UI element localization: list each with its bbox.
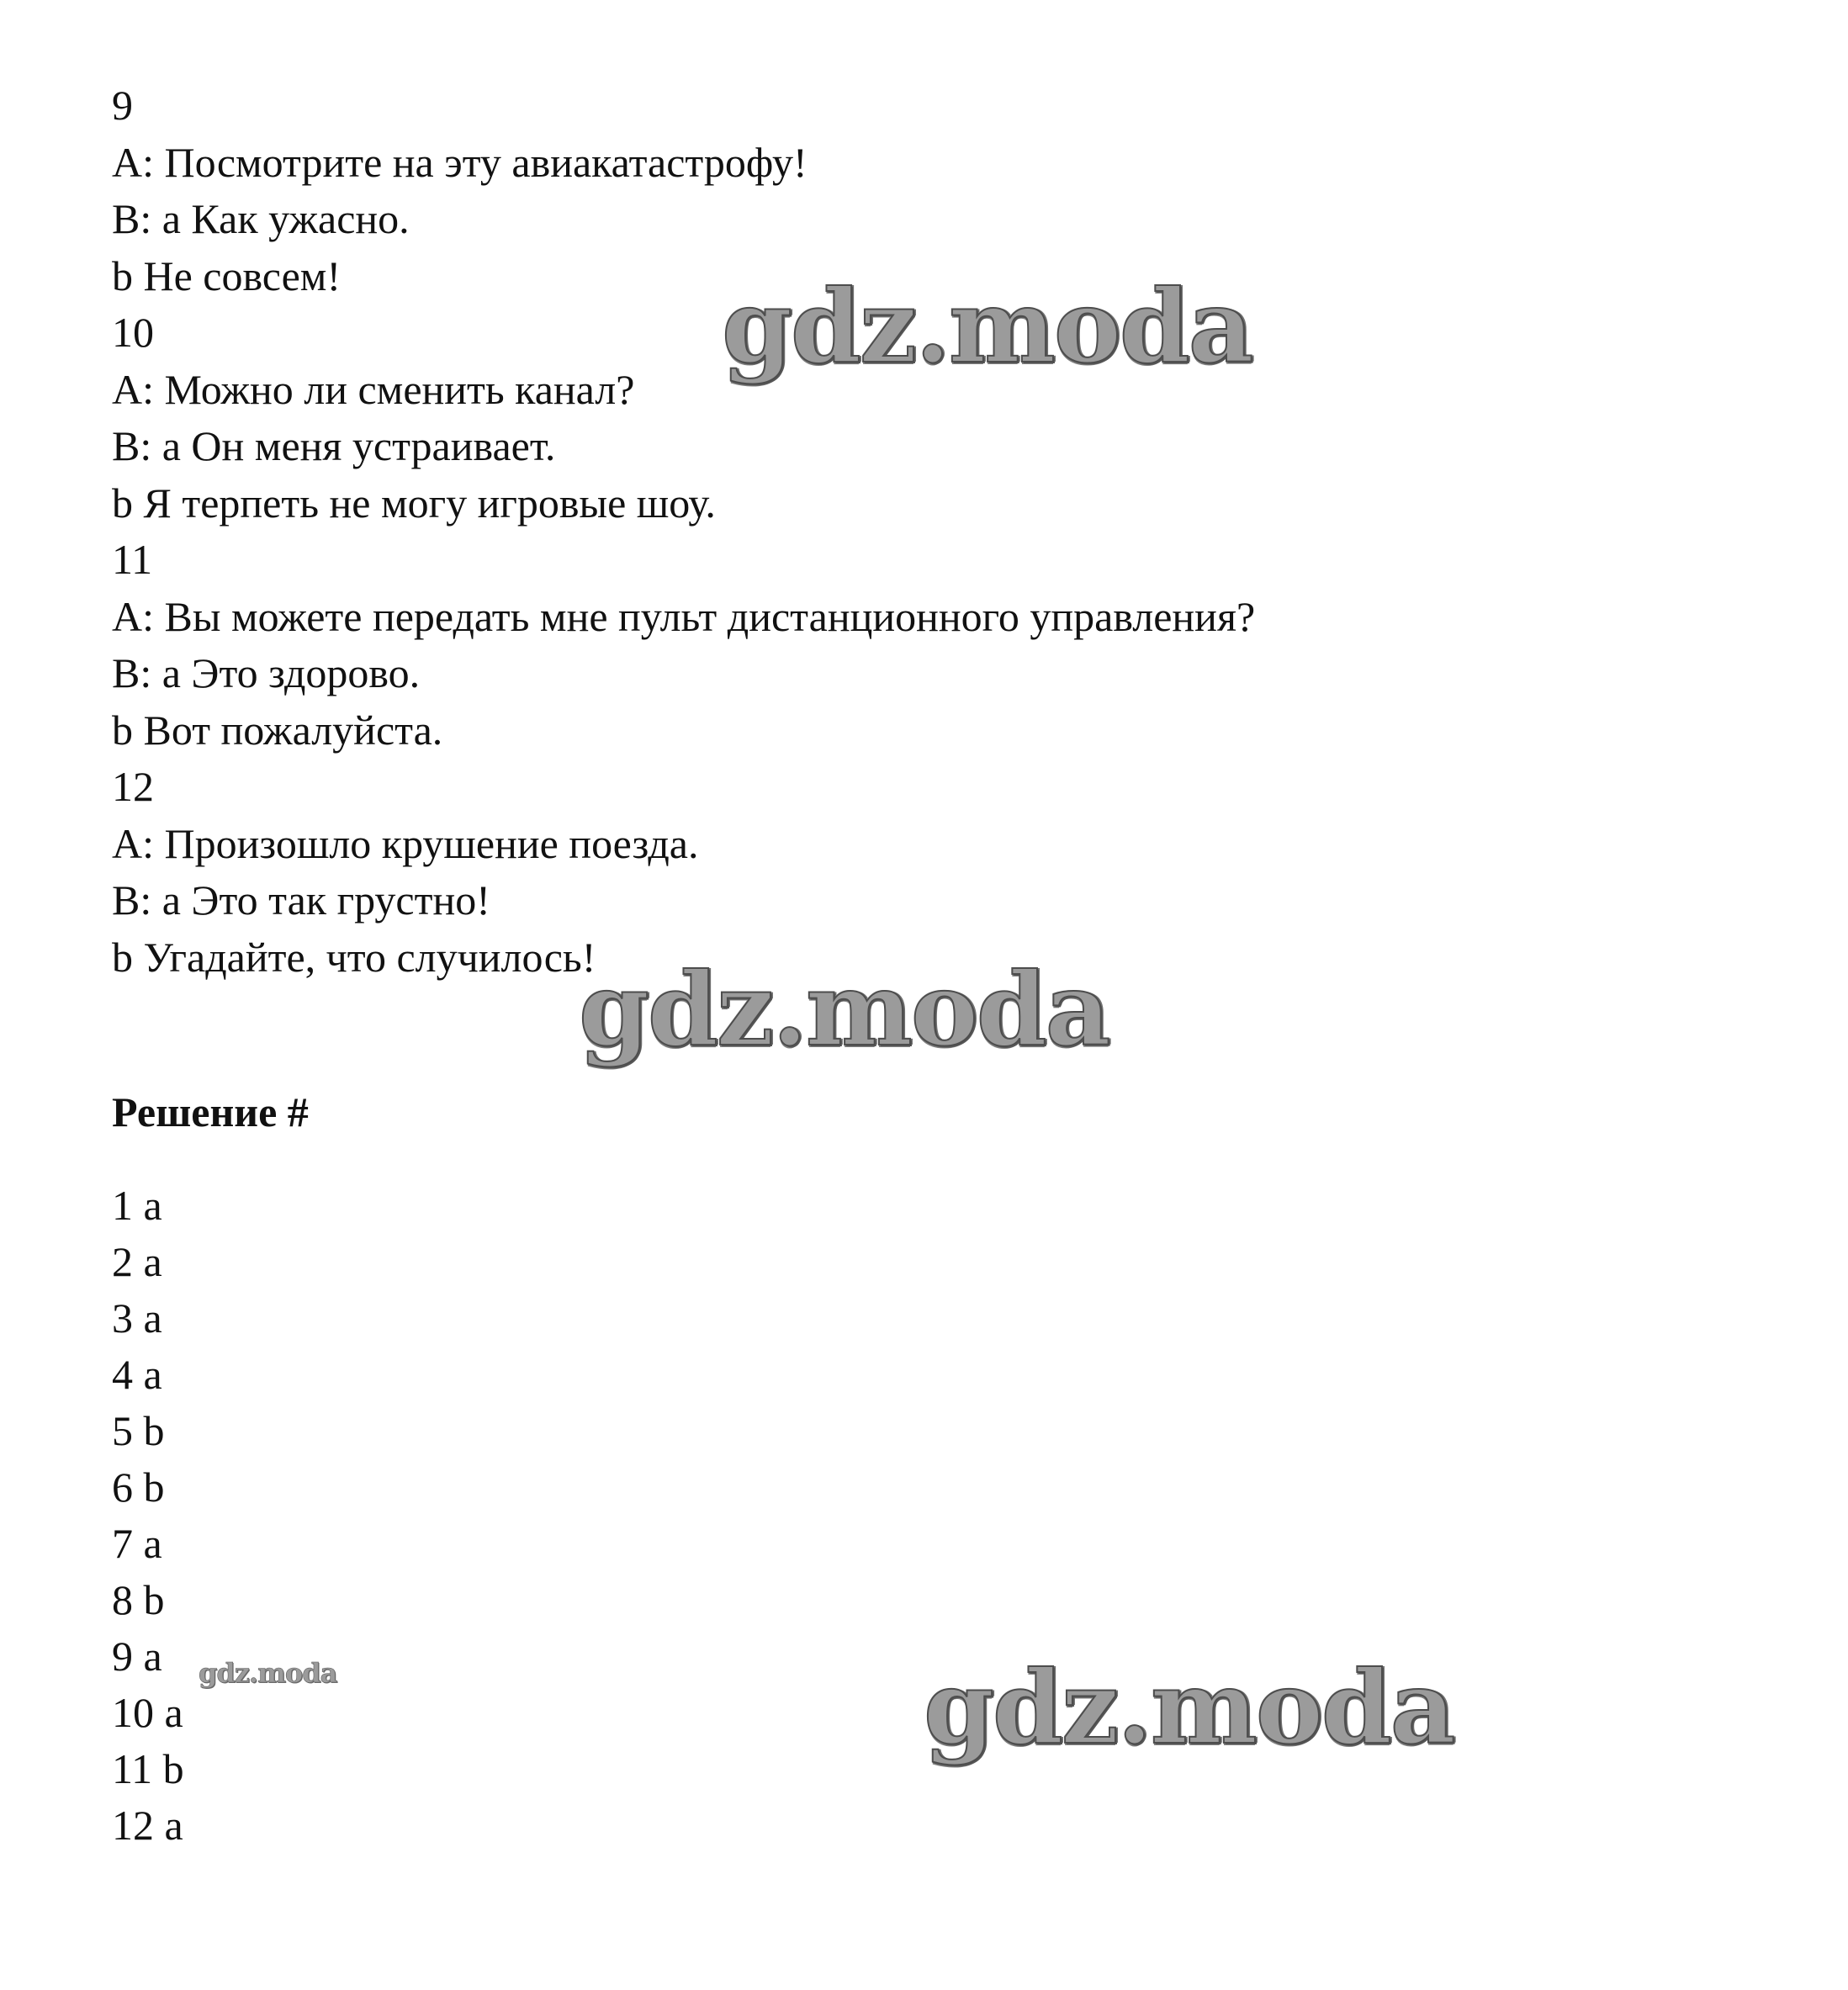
speaker-a-line: A: Можно ли сменить канал? xyxy=(112,365,635,413)
speaker-b-option-a: B: a Он меня устраивает. xyxy=(112,422,556,469)
speaker-b-option-b: b Угадайте, что случилось! xyxy=(112,933,596,981)
watermark-small: gdz.moda xyxy=(199,1657,337,1689)
dialogue-number: 10 xyxy=(112,309,154,356)
dialogue-number: 12 xyxy=(112,763,154,810)
answer-item: 9 a xyxy=(112,1633,162,1680)
watermark-bottom: gdz.moda xyxy=(924,1649,1454,1767)
speaker-b-option-b: b Вот пожалуйста. xyxy=(112,706,443,754)
answer-item: 7 a xyxy=(112,1520,162,1567)
answer-list xyxy=(112,1178,184,1854)
dialogue-number: 9 xyxy=(112,82,133,129)
answer-item: 12 a xyxy=(112,1802,183,1849)
answer-item: 4 a xyxy=(112,1351,162,1398)
answer-item: 3 a xyxy=(112,1294,162,1342)
dialogue-list xyxy=(112,77,1710,986)
speaker-a-line: A: Вы можете передать мне пульт дистанционного управления? xyxy=(112,592,1256,640)
answer-item: 5 b xyxy=(112,1407,165,1454)
answer-item: 6 b xyxy=(112,1463,165,1511)
answer-item: 1 a xyxy=(112,1182,162,1229)
dialogue-number: 11 xyxy=(112,536,153,583)
watermark-middle: gdz.moda xyxy=(579,950,1109,1069)
solution-heading: Решение # xyxy=(112,1088,309,1135)
speaker-b-option-a: B: a Это так грустно! xyxy=(112,876,490,924)
speaker-a-line: A: Произошло крушение поезда. xyxy=(112,819,699,867)
answer-item: 8 b xyxy=(112,1576,165,1623)
speaker-b-option-a: B: a Как ужасно. xyxy=(112,195,410,242)
speaker-b-option-b: b Не совсем! xyxy=(112,251,342,299)
answer-item: 2 a xyxy=(112,1238,162,1285)
speaker-a-line: A: Посмотрите на эту авиакатастрофу! xyxy=(112,138,808,186)
answer-item: 11 b xyxy=(112,1745,184,1792)
watermark-top: gdz.moda xyxy=(722,267,1252,386)
answer-item: 10 a xyxy=(112,1689,183,1736)
dialogue-item xyxy=(112,532,1710,759)
speaker-b-option-a: B: a Это здорово. xyxy=(112,649,421,696)
speaker-b-option-b: b Я терпеть не могу игровые шоу. xyxy=(112,479,716,527)
